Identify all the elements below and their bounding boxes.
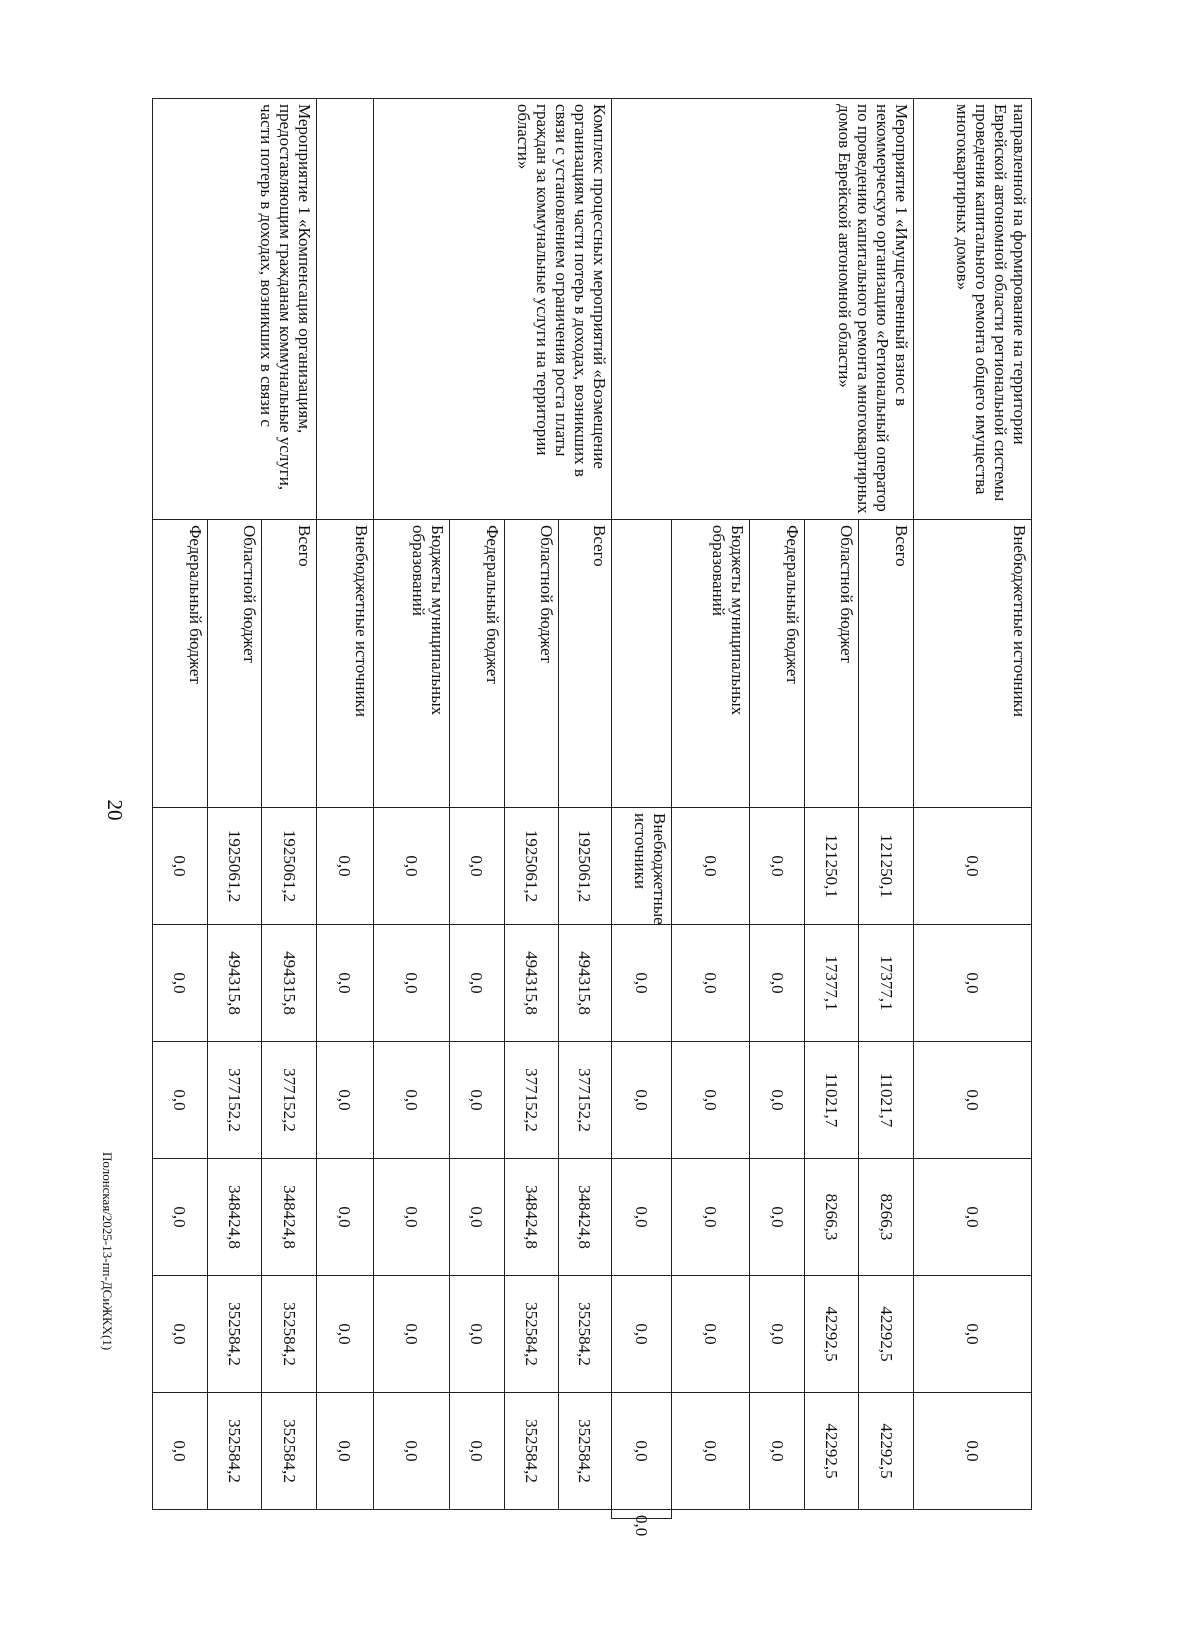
- value-cell: 8266,3: [859, 1159, 914, 1276]
- funding-source: Бюджеты муниципальных образований: [373, 520, 449, 808]
- table-row: [914, 99, 1032, 1519]
- value-cell: 0,0: [153, 925, 208, 1042]
- value-cell: 494315,8: [504, 925, 559, 1042]
- table-row: [859, 99, 914, 1519]
- value-cell: 0,0: [611, 1159, 671, 1276]
- value-cell: 0,0: [316, 1276, 373, 1393]
- value-cell: 8266,3: [804, 1159, 859, 1276]
- value-cell: 0,0: [450, 1042, 505, 1159]
- value-cell: 377152,2: [504, 1042, 559, 1159]
- value-cell: 0,0: [316, 1393, 373, 1510]
- value-cell: 42292,5: [804, 1276, 859, 1393]
- value-cell: 11021,7: [804, 1042, 859, 1159]
- table-row: [262, 99, 317, 1519]
- value-cell: 0,0: [914, 1393, 1032, 1510]
- funding-source: Областной бюджет: [804, 520, 859, 808]
- value-cell: 377152,2: [262, 1042, 317, 1159]
- value-cell: 0,0: [373, 1159, 449, 1276]
- funding-source: Внебюджетные источники: [611, 808, 671, 925]
- value-cell: 352584,2: [262, 1276, 317, 1393]
- value-cell: 0,0: [450, 808, 505, 925]
- value-cell: 0,0: [914, 1042, 1032, 1159]
- funding-source: Внебюджетные источники: [914, 520, 1032, 808]
- value-cell: 348424,8: [207, 1159, 262, 1276]
- value-cell: 0,0: [671, 808, 750, 925]
- value-cell: 352584,2: [504, 1276, 559, 1393]
- value-cell: 1925061,2: [207, 808, 262, 925]
- value-cell: 352584,2: [207, 1276, 262, 1393]
- value-cell: 0,0: [373, 1276, 449, 1393]
- value-cell: 348424,8: [262, 1159, 317, 1276]
- value-cell: 0,0: [671, 1159, 750, 1276]
- value-cell: 0,0: [671, 1393, 750, 1510]
- value-cell: 0,0: [750, 808, 805, 925]
- value-cell: 352584,2: [262, 1393, 317, 1510]
- table-row: [316, 99, 373, 1519]
- value-cell: 0,0: [316, 925, 373, 1042]
- value-cell: 0,0: [750, 1159, 805, 1276]
- row-description: Мероприятие 1 «Имущественный взнос в некоммерческую организацию «Региональный оператор по проведению капитального ремонта многоквартирных домов Еврейской автономной области»: [611, 99, 913, 520]
- value-cell: 0,0: [914, 808, 1032, 925]
- funding-source: Федеральный бюджет: [153, 520, 208, 808]
- value-cell: 0,0: [316, 1159, 373, 1276]
- value-cell: 0,0: [750, 1393, 805, 1510]
- value-cell: 352584,2: [559, 1393, 611, 1510]
- value-cell: 0,0: [611, 1042, 671, 1159]
- value-cell: 0,0: [450, 1393, 505, 1510]
- value-cell: 348424,8: [504, 1159, 559, 1276]
- value-cell: 17377,1: [804, 925, 859, 1042]
- value-cell: 0,0: [450, 925, 505, 1042]
- funding-source: Федеральный бюджет: [750, 520, 805, 808]
- value-cell: 0,0: [671, 925, 750, 1042]
- value-cell: 0,0: [611, 1393, 671, 1510]
- value-cell: 42292,5: [804, 1393, 859, 1510]
- value-cell: 1925061,2: [504, 808, 559, 925]
- value-cell: 1925061,2: [262, 808, 317, 925]
- funding-source: Всего: [262, 520, 317, 808]
- value-cell: 0,0: [611, 925, 671, 1042]
- budget-table: [152, 98, 1032, 1537]
- value-cell: 0,0: [750, 925, 805, 1042]
- value-cell: 0,0: [611, 1276, 671, 1393]
- value-cell: 0,0: [750, 1276, 805, 1393]
- value-cell: 0,0: [671, 1276, 750, 1393]
- value-cell: 0,0: [914, 925, 1032, 1042]
- value-cell: 42292,5: [859, 1393, 914, 1510]
- value-cell: 0,0: [153, 1159, 208, 1276]
- value-cell: 0,0: [316, 1042, 373, 1159]
- value-cell: 0,0: [373, 808, 449, 925]
- row-description-empty: [316, 99, 373, 520]
- value-cell: 0,0: [914, 1159, 1032, 1276]
- value-cell: 0,0: [153, 1276, 208, 1393]
- value-cell: 0,0: [373, 925, 449, 1042]
- value-cell: 11021,7: [859, 1042, 914, 1159]
- value-cell: 0,0: [671, 1042, 750, 1159]
- funding-source: Бюджеты муниципальных образований: [671, 520, 750, 808]
- row-description: Комплекс процессных мероприятий «Возмещение организациям части потерь в доходах, возникших в связи с установлением ограничения роста платы граждан за коммунальные услуги на территории области»: [373, 99, 611, 520]
- value-cell: 0,0: [373, 1393, 449, 1510]
- funding-source: Федеральный бюджет: [450, 520, 505, 808]
- funding-source: Областной бюджет: [504, 520, 559, 808]
- value-cell: 352584,2: [207, 1393, 262, 1510]
- funding-source: Всего: [859, 520, 914, 808]
- value-cell: 494315,8: [559, 925, 611, 1042]
- funding-source: Внебюджетные источники: [316, 520, 373, 808]
- row-description-empty: [611, 520, 671, 808]
- value-cell: 0,0: [316, 808, 373, 925]
- funding-source: Всего: [559, 520, 611, 808]
- value-cell: 348424,8: [559, 1159, 611, 1276]
- value-cell: 0,0: [611, 1510, 671, 1519]
- page-number: 20: [103, 799, 127, 821]
- value-cell: 0,0: [750, 1042, 805, 1159]
- value-cell: 0,0: [373, 1042, 449, 1159]
- table-row: [559, 99, 611, 1519]
- value-cell: 0,0: [153, 808, 208, 925]
- value-cell: 42292,5: [859, 1276, 914, 1393]
- funding-source: Областной бюджет: [207, 520, 262, 808]
- value-cell: 0,0: [153, 1393, 208, 1510]
- value-cell: 352584,2: [504, 1393, 559, 1510]
- value-cell: 121250,1: [804, 808, 859, 925]
- value-cell: 377152,2: [559, 1042, 611, 1159]
- value-cell: 1925061,2: [559, 808, 611, 925]
- value-cell: 17377,1: [859, 925, 914, 1042]
- row-description: Мероприятие 1 «Компенсация организациям, предоставляющим гражданам коммунальные услуги, части потерь в доходах, возникших в связи с: [153, 99, 317, 520]
- value-cell: 352584,2: [559, 1276, 611, 1393]
- value-cell: 0,0: [450, 1159, 505, 1276]
- value-cell: 0,0: [914, 1276, 1032, 1393]
- value-cell: 0,0: [153, 1042, 208, 1159]
- value-cell: 377152,2: [207, 1042, 262, 1159]
- value-cell: 494315,8: [207, 925, 262, 1042]
- value-cell: 494315,8: [262, 925, 317, 1042]
- row-description: направленной на формирование на территории Еврейской автономной области региональной системы проведения капитального ремонта общего имущества многоквартирных домов»: [914, 99, 1032, 520]
- value-cell: 121250,1: [859, 808, 914, 925]
- document-code: Полонская/2025-13-пп-ДСиЖКХ(1): [100, 1152, 115, 1351]
- value-cell: 0,0: [450, 1276, 505, 1393]
